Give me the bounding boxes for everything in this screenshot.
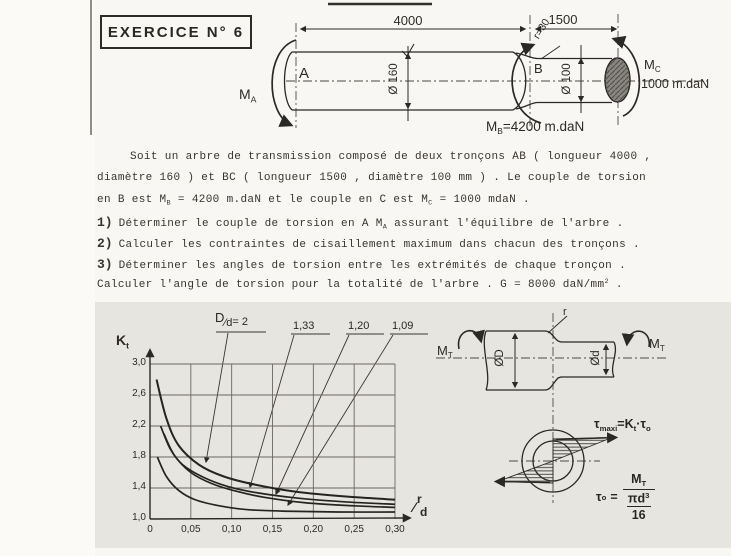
exercise-title: EXERCICE N° 6: [107, 23, 245, 41]
question-1-sub: A: [382, 223, 388, 232]
mt-right-subscript: T: [659, 344, 665, 354]
mt-left-symbol: M: [437, 343, 448, 358]
fillet-r-label: r: [563, 306, 567, 318]
line3-pre: en B est M: [97, 194, 167, 206]
curve-label-dd2-value: = 2: [232, 316, 248, 328]
f0-fraction-bar: [623, 489, 655, 490]
ma-symbol: M: [239, 86, 251, 102]
y-tick-label: 3,0: [132, 357, 146, 368]
diameter-label-small: Ød: [590, 350, 602, 366]
closing-pre: Calculer l'angle de torsion pour la totalité de l'arbre . G = 8000 daN/mm: [97, 278, 605, 291]
f0-equals: =: [610, 490, 618, 505]
x-axis-label-denominator: d: [420, 505, 428, 519]
torque-value-mc: 1000 m.daN: [641, 77, 710, 91]
point-label-a: A: [299, 65, 310, 82]
y-tick-label: 1,4: [132, 481, 146, 492]
formula-tau-max: [594, 417, 651, 433]
mc-symbol: M: [644, 57, 655, 72]
f0-o-sub: o: [601, 492, 607, 502]
y-axis-label-main: K: [116, 332, 127, 348]
x-tick-label: 0,25: [344, 524, 364, 535]
x-axis-label-slash: ∕: [413, 499, 416, 515]
x-axis-label-numerator: r: [417, 492, 422, 506]
line3-end: = 1000 mdaN .: [432, 194, 530, 206]
question-3-text: Déterminer les angles de torsion entre les extrémités de chaque tronçon .: [118, 260, 627, 272]
torque-arrow-mt-right: [627, 331, 649, 347]
closing-end: .: [608, 278, 623, 291]
x-tick-label: 0,05: [181, 524, 201, 535]
diameter-label-ab: Ø 160: [388, 63, 400, 95]
shear-arrow-left: [496, 482, 550, 483]
question-1-number: 1): [97, 215, 113, 230]
problem-line-2: diamètre 160 ) et BC ( longueur 1500 , diamètre 100 mm ) . Le couple de torsion: [97, 172, 647, 184]
x-tick-label: 0,15: [262, 524, 283, 535]
x-tick-label: 0,30: [385, 524, 405, 535]
f0-den-cube: 3: [645, 490, 650, 500]
mb-symbol: M: [486, 119, 498, 134]
question-3: [97, 257, 626, 272]
torque-label-ma: [239, 86, 256, 104]
f0-numerator: [631, 472, 646, 488]
dimension-label-bc: 1500: [548, 12, 578, 27]
point-label-b: B: [534, 61, 543, 76]
torque-label-mb: [486, 119, 584, 136]
x-tick-label: 0,10: [221, 524, 242, 535]
diameter-label-large: ØD: [494, 349, 506, 367]
closing-sup: 2: [604, 278, 609, 286]
x-tick-label: 0,20: [303, 524, 324, 535]
f0-den-16: 16: [631, 508, 646, 523]
curve-label-dd2-numerator: D: [215, 310, 225, 325]
y-tick-label: 2,2: [132, 419, 146, 430]
f0-fraction-bar-2: [627, 506, 651, 507]
exercise-title-box: [100, 15, 252, 49]
y-tick-label: 1,8: [132, 450, 146, 461]
problem-line-1: Soit un arbre de transmission composé de deux tronçons AB ( longueur 4000 ,: [130, 151, 652, 163]
f0-num-t-sub: T: [641, 478, 647, 488]
curve-label-133: 1,33: [293, 320, 315, 332]
dimension-label-ab: 4000: [393, 13, 423, 28]
torque-label-mc: [644, 57, 661, 74]
ma-subscript: A: [250, 94, 257, 105]
mt-left-subscript: T: [447, 351, 453, 361]
shear-triangle-top: [553, 438, 612, 462]
line3-sub-c: C: [428, 199, 433, 208]
f0-tau: τ: [596, 490, 602, 505]
torque-arrow-mb: [512, 45, 541, 123]
x-axis-label: [410, 494, 432, 522]
curve-label-dd2: [215, 312, 248, 327]
fmax-eq-k: =K: [617, 417, 634, 431]
question-2-number: 2): [97, 236, 113, 251]
line3-mid: = 4200 m.daN et le couple en C est M: [170, 194, 429, 206]
mt-right-symbol: M: [649, 336, 660, 351]
problem-line-3: [97, 194, 530, 208]
question-3-number: 3): [97, 257, 113, 272]
line3-sub-b: B: [166, 199, 171, 208]
question-1: [97, 215, 624, 232]
mt-left-label: [437, 343, 453, 360]
mc-subscript: C: [654, 65, 661, 75]
y-axis-label-sub: t: [126, 340, 130, 351]
f0-fraction: [623, 472, 655, 522]
shear-triangle-bottom: [498, 461, 553, 483]
question-2-text: Calculer les contraintes de cisaillement maximum dans chacun des tronçons .: [118, 239, 640, 251]
fmax-maxi-sub: maxi: [599, 423, 618, 433]
question-1-end: assurant l'équilibre de l'arbre .: [387, 218, 624, 230]
fmax-tau: τ: [594, 417, 600, 431]
closing-line: [97, 278, 623, 291]
y-axis-label: [116, 332, 129, 350]
fmax-t-sub: t: [633, 423, 637, 433]
fillet-radius-label: r=30: [530, 16, 553, 42]
curve-1: [161, 426, 395, 504]
diameter-label-bc: Ø 100: [561, 63, 573, 95]
curve-label-dd2-denominator: ∕d: [224, 317, 233, 329]
curve-3: [157, 457, 395, 512]
torque-arrow-mt-left: [459, 331, 481, 349]
shaft-end-face-hatch: [605, 58, 630, 102]
curve-label-109: 1,09: [392, 320, 414, 332]
formula-tau-zero: [596, 472, 655, 522]
f0-den-pid: πd: [627, 491, 646, 506]
f0-num-m: M: [631, 472, 642, 486]
kt-chart: [150, 350, 410, 519]
mb-subscript: B: [497, 126, 503, 137]
curve-label-120: 1,20: [348, 320, 370, 332]
y-tick-label: 2,6: [132, 388, 146, 399]
x-tick-label: 0: [147, 524, 153, 535]
fmax-o-sub: o: [645, 423, 651, 433]
question-1-pre: Déterminer le couple de torsion en A M: [118, 218, 383, 230]
question-2: [97, 236, 640, 251]
mb-value: =4200 m.daN: [502, 119, 585, 134]
y-tick-label: 1,0: [132, 512, 146, 523]
f0-denominator: [628, 491, 650, 505]
mt-right-label: [649, 336, 665, 353]
fmax-dot-tau: ·τ: [636, 417, 646, 431]
